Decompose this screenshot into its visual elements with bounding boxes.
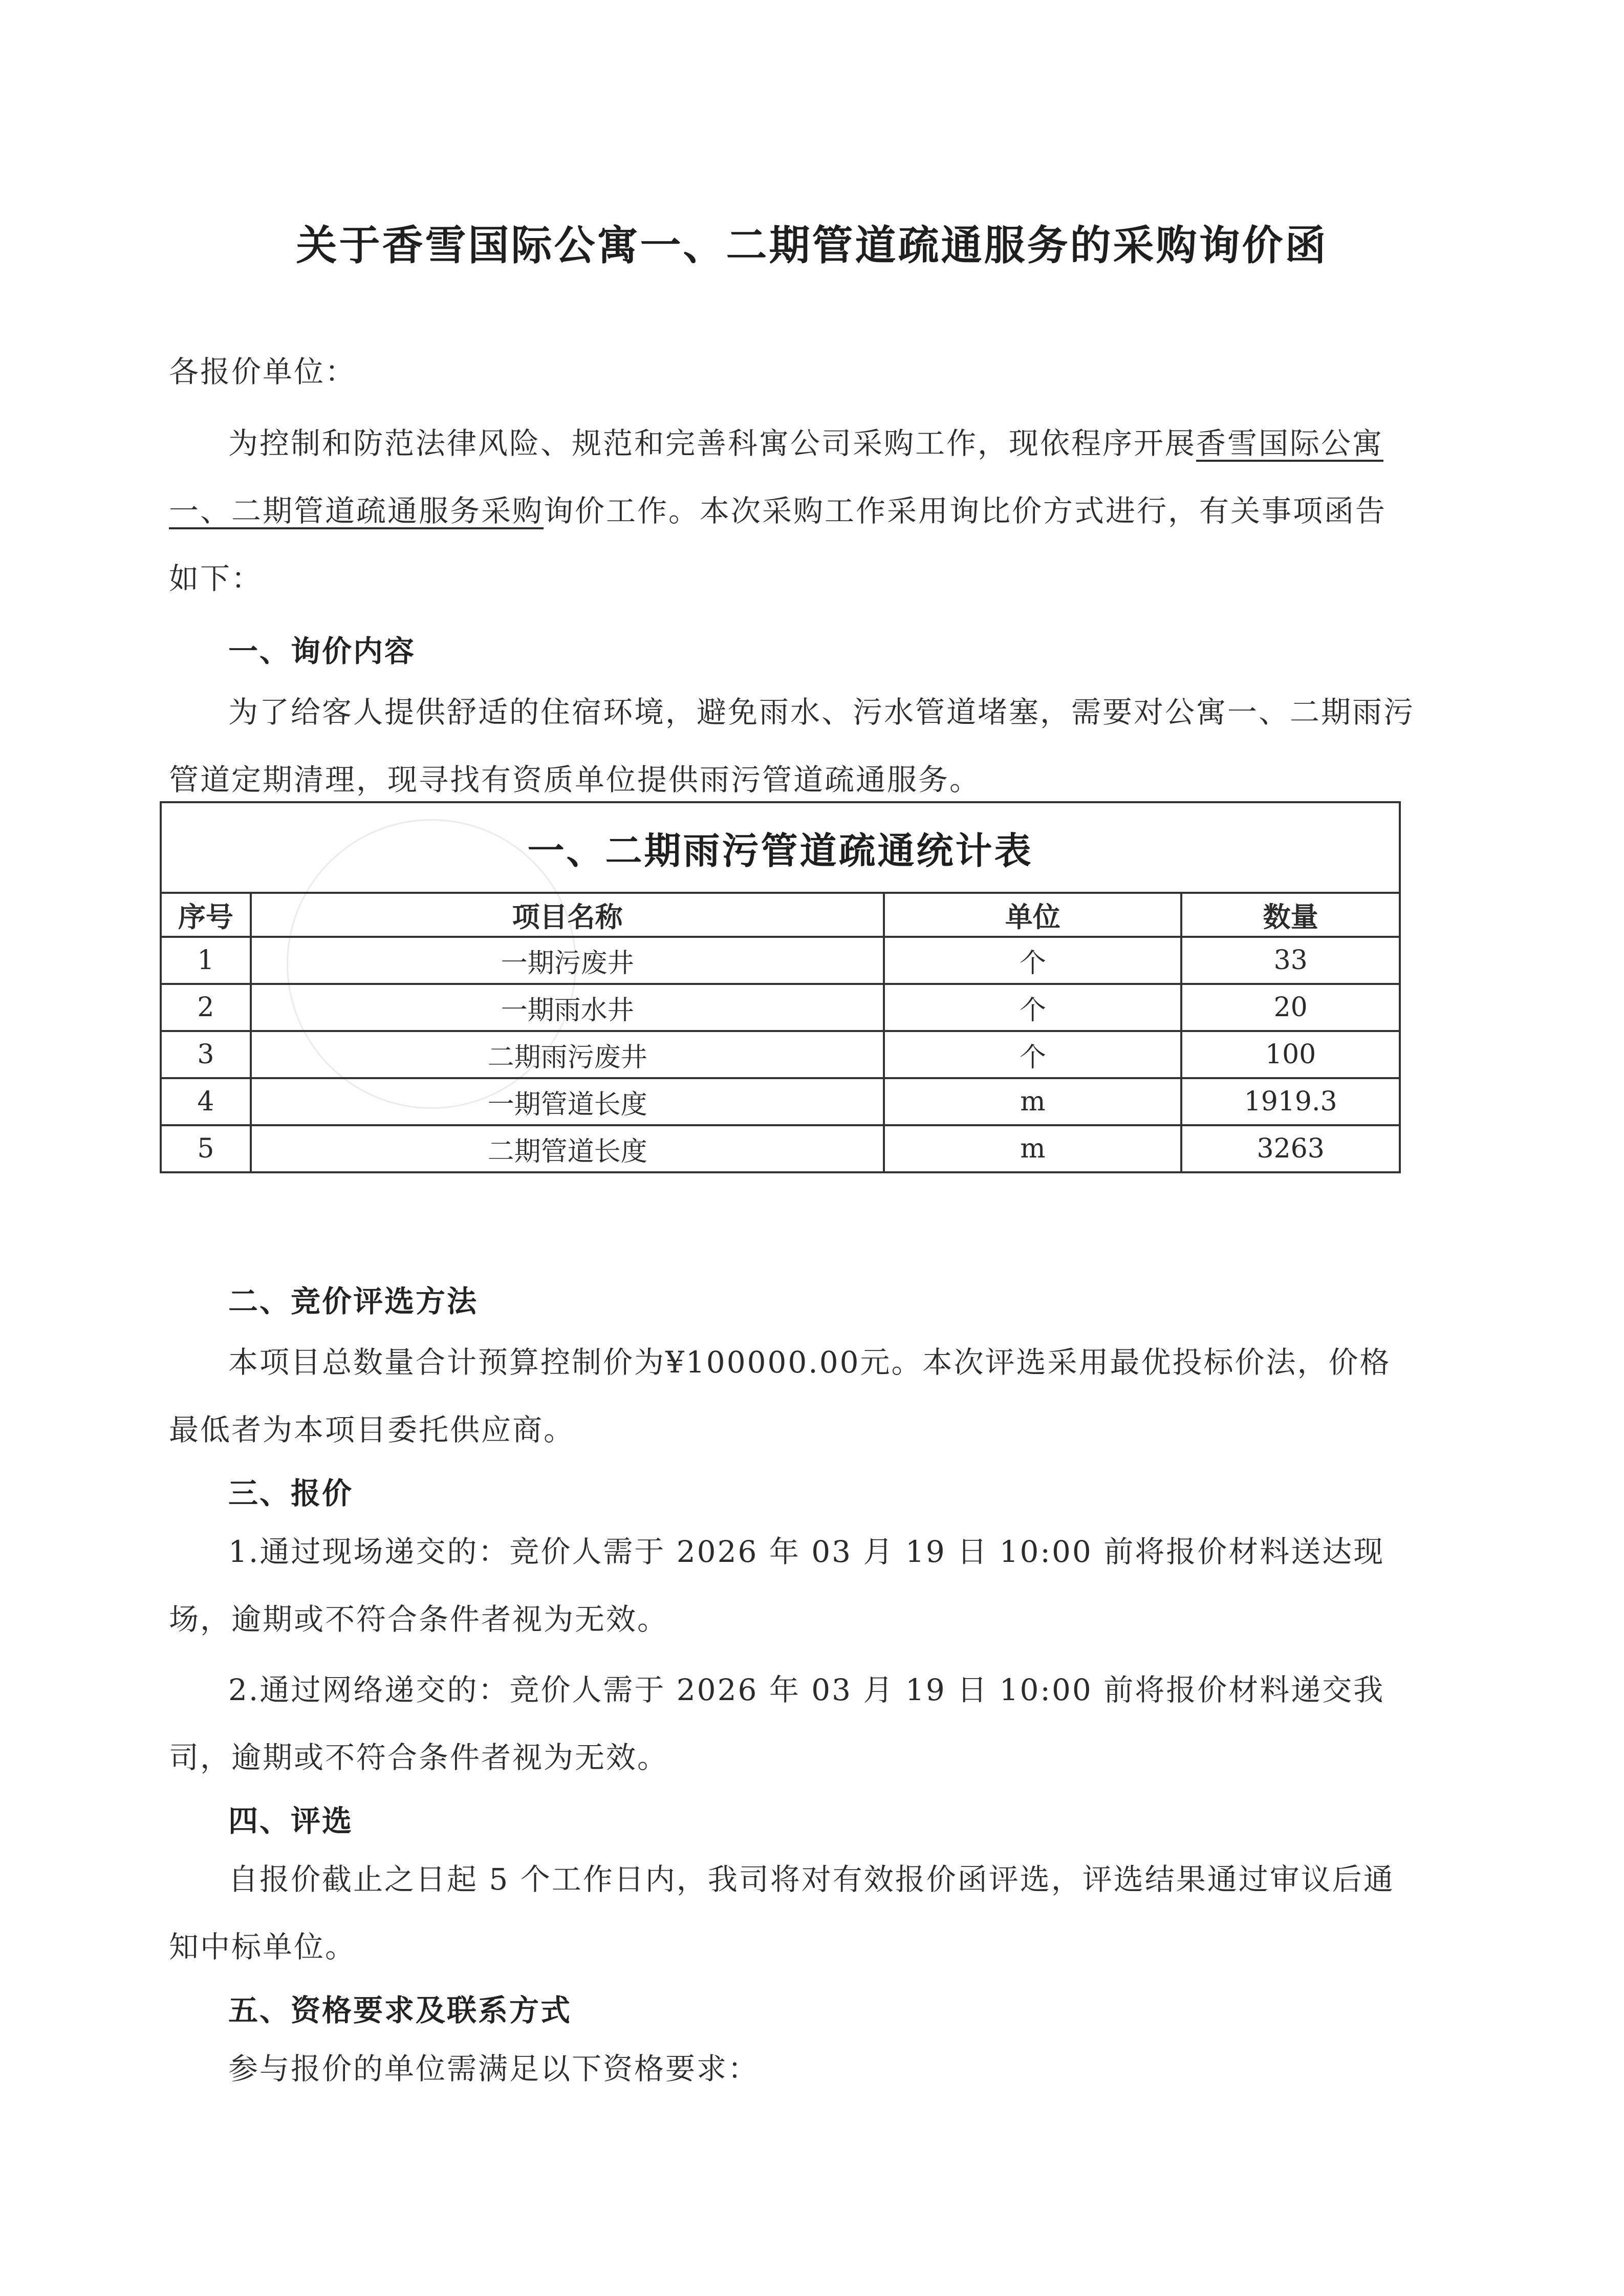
- salutation: 各报价单位：: [169, 354, 357, 389]
- document-title: 关于香雪国际公寓一、二期管道疏通服务的采购询价函: [296, 222, 1328, 269]
- table-row: [161, 1078, 1400, 1125]
- section-heading-2: 二、竞价评选方法: [228, 1284, 479, 1319]
- table-row: [161, 1125, 1400, 1172]
- cell-quantity: 20: [1181, 984, 1400, 1031]
- intro-project-name: 香雪国际公寓一、二期管道疏通服务采购: [169, 426, 1384, 528]
- table-row: [161, 937, 1400, 984]
- section-3-paragraph-1: 1.通过现场递交的：竞价人需于 2026 年 03 月 19 日 10:00 前将报价材料送达现场，逾期或不符合条件者视为无效。: [169, 1534, 1385, 1637]
- table-row: [161, 1031, 1400, 1078]
- cell-item-name: 二期管道长度: [251, 1125, 884, 1172]
- table-caption: 一、二期雨污管道疏通统计表: [161, 802, 1400, 893]
- cell-item-name: 一期污废井: [251, 937, 884, 984]
- section-heading-4: 四、评选: [228, 1804, 354, 1838]
- header-index: 序号: [161, 893, 251, 937]
- header-item-name: 项目名称: [251, 893, 884, 937]
- cell-unit: m: [884, 1125, 1181, 1172]
- cell-index: 5: [161, 1125, 251, 1172]
- section-2-paragraph: 本项目总数量合计预算控制价为¥100000.00元。本次评选采用最优投标价法，价格最低者为本项目委托供应商。: [169, 1345, 1391, 1447]
- table-header-row: [161, 893, 1400, 937]
- cell-unit: 个: [884, 984, 1181, 1031]
- section-heading-1: 一、询价内容: [228, 634, 416, 669]
- statistics-table: [160, 801, 1401, 1173]
- header-quantity: 数量: [1181, 893, 1400, 937]
- header-unit: 单位: [884, 893, 1181, 937]
- section-heading-3: 三、报价: [228, 1476, 354, 1511]
- cell-quantity: 100: [1181, 1031, 1400, 1078]
- cell-item-name: 一期雨水井: [251, 984, 884, 1031]
- section-heading-5: 五、资格要求及联系方式: [228, 1993, 572, 2028]
- cell-quantity: 1919.3: [1181, 1078, 1400, 1125]
- cell-item-name: 一期管道长度: [251, 1078, 884, 1125]
- cell-index: 4: [161, 1078, 251, 1125]
- cell-quantity: 33: [1181, 937, 1400, 984]
- cell-item-name: 二期雨污废井: [251, 1031, 884, 1078]
- cell-unit: m: [884, 1078, 1181, 1125]
- cell-unit: 个: [884, 1031, 1181, 1078]
- section-4-paragraph: 自报价截止之日起 5 个工作日内，我司将对有效报价函评选，评选结果通过审议后通知中标单位。: [169, 1862, 1395, 1964]
- section-1-paragraph: 为了给客人提供舒适的住宿环境，避免雨水、污水管道堵塞，需要对公寓一、二期雨污管道定期清理，现寻找有资质单位提供雨污管道疏通服务。: [169, 695, 1415, 797]
- cell-quantity: 3263: [1181, 1125, 1400, 1172]
- cell-index: 3: [161, 1031, 251, 1078]
- intro-paragraph: [169, 410, 1418, 612]
- intro-text-before: 为控制和防范法律风险、规范和完善科寓公司采购工作，现依程序开展: [228, 426, 1197, 461]
- table-row: [161, 984, 1400, 1031]
- cell-index: 2: [161, 984, 251, 1031]
- cell-unit: 个: [884, 937, 1181, 984]
- intro-text-after: 询价工作。本次采购工作采用询比价方式进行，有关事项函告如下：: [169, 493, 1387, 596]
- section-3-paragraph-2: 2.通过网络递交的：竞价人需于 2026 年 03 月 19 日 10:00 前将报价材料递交我司，逾期或不符合条件者视为无效。: [169, 1672, 1385, 1775]
- section-5-paragraph: 参与报价的单位需满足以下资格要求：: [228, 2051, 760, 2086]
- cell-index: 1: [161, 937, 251, 984]
